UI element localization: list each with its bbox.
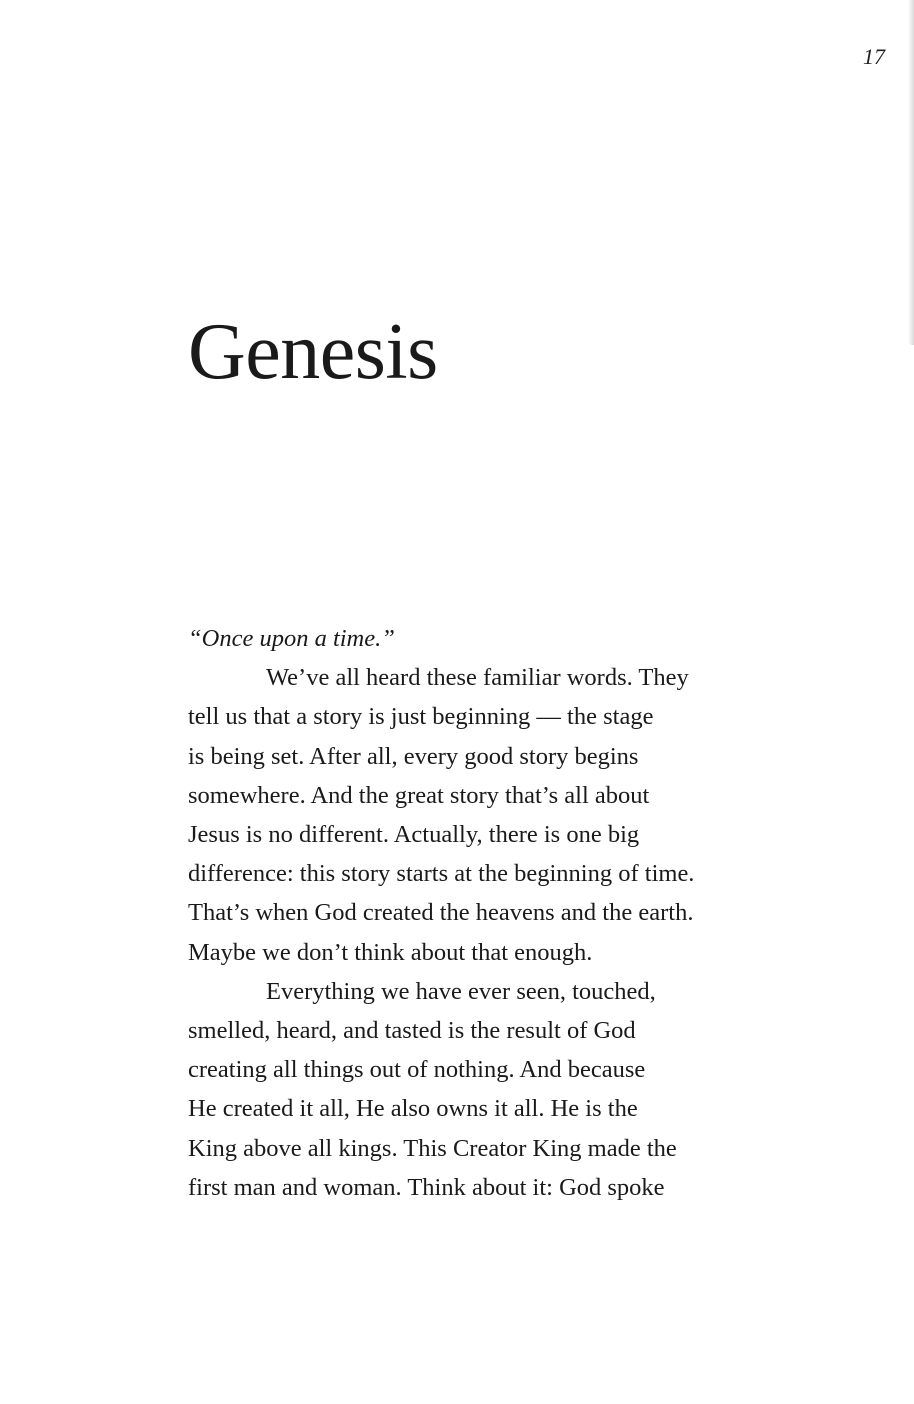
- paragraph-2-line: He created it all, He also owns it all. He is the: [188, 1095, 638, 1123]
- paragraph-2-line: King above all kings. This Creator King made the: [188, 1134, 677, 1162]
- body-text: [188, 619, 733, 1207]
- paragraph-1-line: somewhere. And the great story that’s all about: [188, 781, 650, 809]
- page-number: 17: [863, 44, 885, 69]
- paragraph-1-line: Jesus is no different. Actually, there is one big: [188, 821, 640, 849]
- paragraph-2-line: creating all things out of nothing. And because: [188, 1056, 646, 1084]
- paragraph-1-line: Maybe we don’t think about that enough.: [188, 938, 593, 966]
- paragraph-1-line: is being set. After all, every good story begins: [188, 742, 639, 770]
- scrollbar-edge[interactable]: [908, 0, 914, 345]
- paragraph-1-line: tell us that a story is just beginning — the stage: [188, 703, 654, 731]
- paragraph-2-line: smelled, heard, and tasted is the result of God: [188, 1017, 636, 1045]
- paragraph-2-line: Everything we have ever seen, touched,: [266, 977, 656, 1005]
- paragraph-1-line: That’s when God created the heavens and the earth.: [188, 899, 694, 927]
- opening-quote-line: “Once upon a time.”: [188, 625, 395, 652]
- chapter-title: Genesis: [188, 308, 438, 396]
- paragraph-2-line: first man and woman. Think about it: God spoke: [188, 1173, 665, 1201]
- paragraph-1-line: difference: this story starts at the beginning of time.: [188, 860, 695, 888]
- paragraph-1-line: We’ve all heard these familiar words. They: [266, 664, 689, 692]
